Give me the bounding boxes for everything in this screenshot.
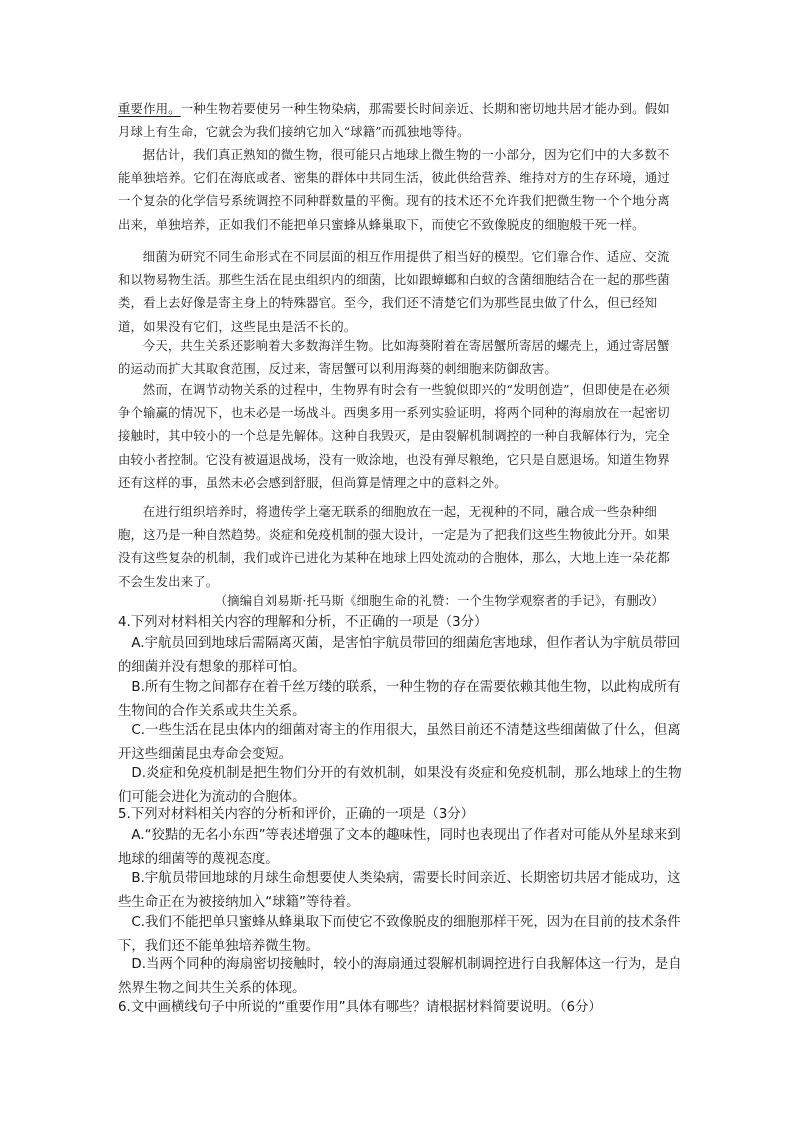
paragraph-text: 一种生物若要使另一种生物染病，那需要长时间亲近、长期和密切地共居才能办到。假如月球上有生命，它就会为我们接纳它加入“球籍”而孤独地等待。	[118, 101, 670, 140]
question-5-option-d: D.当两个同种的海扇密切接触时，较小的海扇通过裂解机制调控进行自我解体这一行为，是自然界生物之间共生关系的体现。	[118, 957, 682, 996]
passage-paragraph-1	[118, 97, 682, 143]
question-5-option-a: A.“狡黠的无名小东西”等表述增强了文本的趣味性，同时也表现出了作者对可能从外星球来到地球的细菌等的蔑视态度。	[118, 828, 681, 867]
passage-paragraph-6: 在进行组织培养时，将遗传学上毫无联系的细胞放在一起，无视种的不同，融合成一些杂种细胞，这乃是一种自然趋势。炎症和免疫机制的强大设计，一定是为了把我们这些生物彼此分开。如果没有这些复杂的机制，我们或许已进化为某种在地球上四处流动的合胞体，那么，大地上连一朵花都不会生发出来了。	[118, 504, 670, 589]
question-5-option-b: B.宇航员带回地球的月球生命想要使人类染病，需要长时间亲近、长期密切共居才能成功，这些生命正在为被接纳加入“球籍”等待着。	[118, 871, 681, 910]
question-4-option-a: A.宇航员回到地球后需隔离灭菌，是害怕宇航员带回的细菌危害地球，但作者认为宇航员带回的细菌并没有想象的那样可怕。	[118, 636, 681, 675]
question-4-option-b: B.所有生物之间都存在着千丝万缕的联系，一种生物的存在需要依赖其他生物，以此构成所有生物间的合作关系或共生关系。	[118, 680, 681, 719]
question-5-option-c: C.我们不能把单只蜜蜂从蜂巢取下而使它不致像脱皮的细胞那样干死，因为在目前的技术条件下，我们还不能单独培养微生物。	[118, 915, 681, 954]
passage-paragraph-2: 据估计，我们真正熟知的微生物，很可能只占地球上微生物的一小部分，因为它们中的大多数不能单独培养。它们在海底或者、密集的群体中共同生活，彼此供给营养、维持对方的生存环境，通过一个复杂的化学信号系统调控不同种群数量的平衡。现有的技术还不允许我们把微生物一个个地分离出来，单独培养，正如我们不能把单只蜜蜂从蜂巢取下，而使它不致像脱皮的细胞般干死一样。	[118, 147, 670, 232]
underlined-sentence: 重要作用。	[118, 101, 181, 116]
question-4-option-c: C.一些生活在昆虫体内的细菌对寄主的作用很大，虽然目前还不清楚这些细菌做了什么，但离开这些细菌昆虫寿命会变短。	[118, 723, 681, 762]
passage-paragraph-3: 细菌为研究不同生命形式在不同层面的相互作用提供了相当好的模型。它们靠合作、适应、交流和以物易物生活。那些生活在昆虫组织内的细菌，比如跟蟑螂和白蚁的含菌细胞结合在一起的那些菌类，看上去好像是寄主身上的特殊器官。至今，我们还不清楚它们为那些昆虫做了什么，但已经知道，如果没有它们，这些昆虫是活不长的。	[118, 249, 670, 334]
question-4-stem: 4.下列对材料相关内容的理解和分析，不正确的一项是（3分）	[118, 615, 488, 630]
question-5-stem: 5.下列对材料相关内容的分析和评价，正确的一项是（3分）	[118, 807, 475, 822]
question-4-option-d: D.炎症和免疫机制是把生物们分开的有效机制，如果没有炎症和免疫机制，那么地球上的生物们可能会进化为流动的合胞体。	[118, 766, 682, 805]
question-6-stem: 6.文中画横线句子中所说的“重要作用”具体有哪些？请根据材料简要说明。（6分）	[118, 1000, 602, 1015]
source-citation: （摘编自刘易斯·托马斯《细胞生命的礼赞：一个生物学观察者的手记》，有删改）	[214, 593, 664, 608]
passage-paragraph-4: 今天，共生关系还影响着大多数海洋生物。比如海葵附着在寄居蟹所寄居的螺壳上，通过寄居蟹的运动而扩大其取食范围，反过来，寄居蟹可以利用海葵的刺细胞来防御敌害。	[118, 338, 670, 377]
passage-paragraph-5: 然而，在调节动物关系的过程中，生物界有时会有一些貌似即兴的“发明创造”，但即使是在必须争个输赢的情况下，也未必是一场战斗。西奥多用一系列实验证明，将两个同种的海扇放在一起密切接触时，其中较小的一个总是先解体。这种自我毁灭，是由裂解机制调控的一种自我解体行为，完全由较小者控制。它没有被逼退战场，没有一败涂地，也没有弹尽粮绝，它只是自愿退场。知道生物界还有这样的事，虽然未必会感到舒服，但尚算是情理之中的意料之外。	[118, 382, 670, 490]
